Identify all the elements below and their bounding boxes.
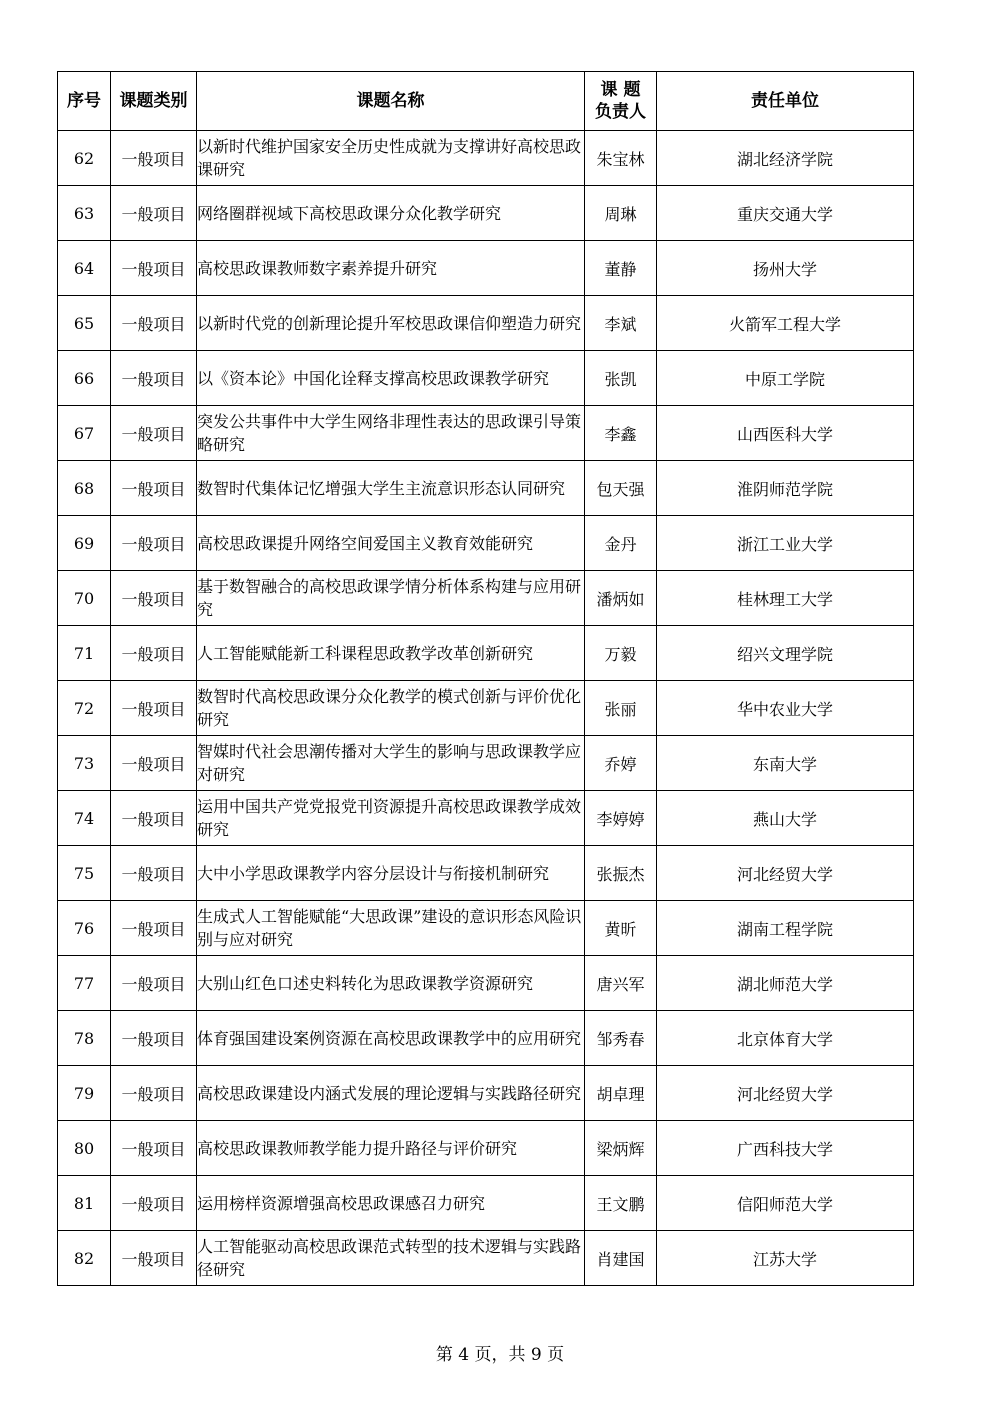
header-category: 课题类别 bbox=[111, 72, 197, 131]
row-title: 大别山红色口述史料转化为思政课教学资源研究 bbox=[197, 956, 585, 1011]
table-row bbox=[58, 1121, 914, 1176]
row-title: 生成式人工智能赋能“大思政课”建设的意识形态风险识别与应对研究 bbox=[197, 901, 585, 956]
table-row bbox=[58, 241, 914, 296]
row-category: 一般项目 bbox=[111, 736, 197, 791]
row-category: 一般项目 bbox=[111, 461, 197, 516]
row-number: 62 bbox=[58, 131, 111, 186]
row-category: 一般项目 bbox=[111, 1176, 197, 1231]
row-title: 运用榜样资源增强高校思政课感召力研究 bbox=[197, 1176, 585, 1231]
table-row bbox=[58, 956, 914, 1011]
row-unit: 东南大学 bbox=[657, 736, 914, 791]
table-row bbox=[58, 1176, 914, 1231]
table-row bbox=[58, 901, 914, 956]
row-number: 66 bbox=[58, 351, 111, 406]
row-leader: 张振杰 bbox=[585, 846, 657, 901]
row-unit: 广西科技大学 bbox=[657, 1121, 914, 1176]
table-row bbox=[58, 1231, 914, 1286]
row-number: 65 bbox=[58, 296, 111, 351]
row-title: 人工智能赋能新工科课程思政教学改革创新研究 bbox=[197, 626, 585, 681]
row-number: 68 bbox=[58, 461, 111, 516]
row-unit: 火箭军工程大学 bbox=[657, 296, 914, 351]
row-leader: 潘炳如 bbox=[585, 571, 657, 626]
table-row bbox=[58, 516, 914, 571]
row-unit: 湖北经济学院 bbox=[657, 131, 914, 186]
row-category: 一般项目 bbox=[111, 626, 197, 681]
row-title: 高校思政课建设内涵式发展的理论逻辑与实践路径研究 bbox=[197, 1066, 585, 1121]
row-leader: 李斌 bbox=[585, 296, 657, 351]
row-number: 73 bbox=[58, 736, 111, 791]
table-row bbox=[58, 131, 914, 186]
row-number: 79 bbox=[58, 1066, 111, 1121]
row-category: 一般项目 bbox=[111, 406, 197, 461]
row-unit: 湖北师范大学 bbox=[657, 956, 914, 1011]
row-title: 基于数智融合的高校思政课学情分析体系构建与应用研究 bbox=[197, 571, 585, 626]
row-unit: 中原工学院 bbox=[657, 351, 914, 406]
row-category: 一般项目 bbox=[111, 296, 197, 351]
table-row bbox=[58, 681, 914, 736]
row-category: 一般项目 bbox=[111, 351, 197, 406]
table-row bbox=[58, 461, 914, 516]
row-leader: 董静 bbox=[585, 241, 657, 296]
row-leader: 黄昕 bbox=[585, 901, 657, 956]
row-unit: 扬州大学 bbox=[657, 241, 914, 296]
row-number: 78 bbox=[58, 1011, 111, 1066]
row-unit: 河北经贸大学 bbox=[657, 1066, 914, 1121]
row-leader: 金丹 bbox=[585, 516, 657, 571]
row-unit: 燕山大学 bbox=[657, 791, 914, 846]
header-unit: 责任单位 bbox=[657, 72, 914, 131]
row-unit: 湖南工程学院 bbox=[657, 901, 914, 956]
row-category: 一般项目 bbox=[111, 956, 197, 1011]
table-row bbox=[58, 186, 914, 241]
row-number: 75 bbox=[58, 846, 111, 901]
row-category: 一般项目 bbox=[111, 1231, 197, 1286]
header-row bbox=[58, 72, 914, 131]
row-number: 70 bbox=[58, 571, 111, 626]
row-unit: 河北经贸大学 bbox=[657, 846, 914, 901]
row-number: 82 bbox=[58, 1231, 111, 1286]
row-category: 一般项目 bbox=[111, 846, 197, 901]
row-leader: 张凯 bbox=[585, 351, 657, 406]
row-number: 81 bbox=[58, 1176, 111, 1231]
row-number: 64 bbox=[58, 241, 111, 296]
table-row bbox=[58, 1011, 914, 1066]
row-category: 一般项目 bbox=[111, 131, 197, 186]
row-title: 运用中国共产党党报党刊资源提升高校思政课教学成效研究 bbox=[197, 791, 585, 846]
row-unit: 山西医科大学 bbox=[657, 406, 914, 461]
table-row bbox=[58, 846, 914, 901]
row-category: 一般项目 bbox=[111, 791, 197, 846]
row-leader: 肖建国 bbox=[585, 1231, 657, 1286]
row-number: 77 bbox=[58, 956, 111, 1011]
row-leader: 张丽 bbox=[585, 681, 657, 736]
row-title: 高校思政课教师教学能力提升路径与评价研究 bbox=[197, 1121, 585, 1176]
table-row bbox=[58, 736, 914, 791]
header-leader: 课 题 负责人 bbox=[585, 72, 657, 131]
row-unit: 北京体育大学 bbox=[657, 1011, 914, 1066]
header-title: 课题名称 bbox=[197, 72, 585, 131]
row-title: 突发公共事件中大学生网络非理性表达的思政课引导策略研究 bbox=[197, 406, 585, 461]
page-footer: 第 4 页，共 9 页 bbox=[435, 1345, 565, 1365]
row-category: 一般项目 bbox=[111, 901, 197, 956]
row-leader: 李鑫 bbox=[585, 406, 657, 461]
row-category: 一般项目 bbox=[111, 186, 197, 241]
row-leader: 胡卓理 bbox=[585, 1066, 657, 1121]
row-unit: 桂林理工大学 bbox=[657, 571, 914, 626]
row-title: 智媒时代社会思潮传播对大学生的影响与思政课教学应对研究 bbox=[197, 736, 585, 791]
row-category: 一般项目 bbox=[111, 571, 197, 626]
table-row bbox=[58, 406, 914, 461]
row-number: 71 bbox=[58, 626, 111, 681]
table-body bbox=[58, 131, 914, 1286]
row-leader: 唐兴军 bbox=[585, 956, 657, 1011]
row-title: 体育强国建设案例资源在高校思政课教学中的应用研究 bbox=[197, 1011, 585, 1066]
row-unit: 华中农业大学 bbox=[657, 681, 914, 736]
row-title: 以《资本论》中国化诠释支撑高校思政课教学研究 bbox=[197, 351, 585, 406]
row-leader: 李婷婷 bbox=[585, 791, 657, 846]
row-number: 76 bbox=[58, 901, 111, 956]
row-leader: 周琳 bbox=[585, 186, 657, 241]
row-title: 以新时代维护国家安全历史性成就为支撑讲好高校思政课研究 bbox=[197, 131, 585, 186]
table-row bbox=[58, 626, 914, 681]
table-row bbox=[58, 296, 914, 351]
row-number: 72 bbox=[58, 681, 111, 736]
row-title: 数智时代高校思政课分众化教学的模式创新与评价优化研究 bbox=[197, 681, 585, 736]
row-number: 67 bbox=[58, 406, 111, 461]
row-category: 一般项目 bbox=[111, 1066, 197, 1121]
row-title: 高校思政课提升网络空间爱国主义教育效能研究 bbox=[197, 516, 585, 571]
project-table bbox=[57, 71, 914, 1286]
row-number: 74 bbox=[58, 791, 111, 846]
row-unit: 淮阴师范学院 bbox=[657, 461, 914, 516]
row-title: 网络圈群视域下高校思政课分众化教学研究 bbox=[197, 186, 585, 241]
row-unit: 江苏大学 bbox=[657, 1231, 914, 1286]
header-no: 序号 bbox=[58, 72, 111, 131]
row-leader: 乔婷 bbox=[585, 736, 657, 791]
row-category: 一般项目 bbox=[111, 241, 197, 296]
table-row bbox=[58, 791, 914, 846]
row-leader: 王文鹏 bbox=[585, 1176, 657, 1231]
row-unit: 重庆交通大学 bbox=[657, 186, 914, 241]
row-category: 一般项目 bbox=[111, 1011, 197, 1066]
row-title: 高校思政课教师数字素养提升研究 bbox=[197, 241, 585, 296]
row-leader: 包天强 bbox=[585, 461, 657, 516]
table-row bbox=[58, 1066, 914, 1121]
row-category: 一般项目 bbox=[111, 681, 197, 736]
row-number: 69 bbox=[58, 516, 111, 571]
row-unit: 绍兴文理学院 bbox=[657, 626, 914, 681]
row-unit: 信阳师范大学 bbox=[657, 1176, 914, 1231]
row-leader: 邹秀春 bbox=[585, 1011, 657, 1066]
row-number: 80 bbox=[58, 1121, 111, 1176]
row-leader: 朱宝林 bbox=[585, 131, 657, 186]
row-title: 大中小学思政课教学内容分层设计与衔接机制研究 bbox=[197, 846, 585, 901]
row-leader: 万毅 bbox=[585, 626, 657, 681]
row-leader: 梁炳辉 bbox=[585, 1121, 657, 1176]
row-category: 一般项目 bbox=[111, 516, 197, 571]
table-row bbox=[58, 351, 914, 406]
row-title: 人工智能驱动高校思政课范式转型的技术逻辑与实践路径研究 bbox=[197, 1231, 585, 1286]
row-title: 数智时代集体记忆增强大学生主流意识形态认同研究 bbox=[197, 461, 585, 516]
row-category: 一般项目 bbox=[111, 1121, 197, 1176]
row-title: 以新时代党的创新理论提升军校思政课信仰塑造力研究 bbox=[197, 296, 585, 351]
table-row bbox=[58, 571, 914, 626]
row-unit: 浙江工业大学 bbox=[657, 516, 914, 571]
row-number: 63 bbox=[58, 186, 111, 241]
